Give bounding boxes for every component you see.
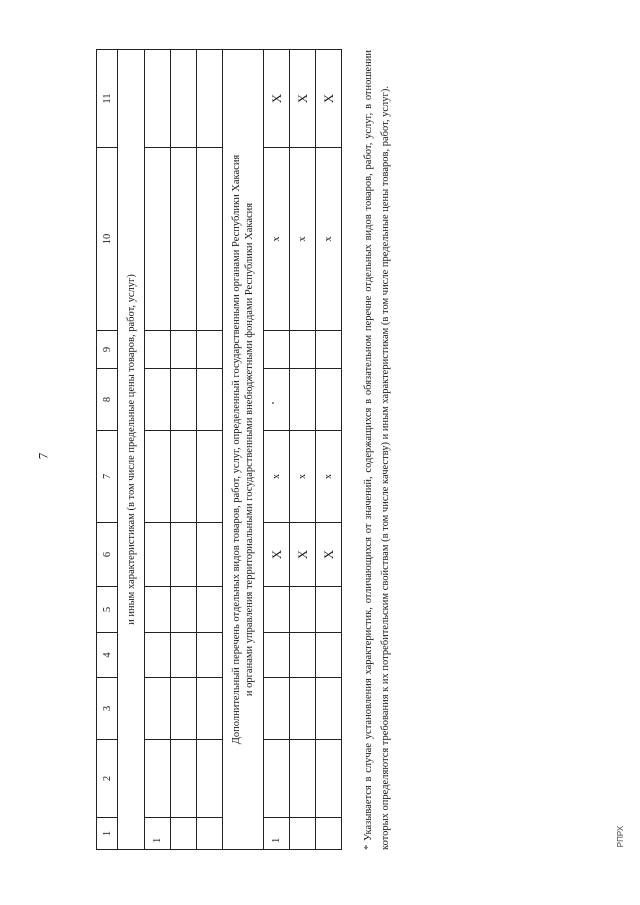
table-cell: 1 (145, 818, 171, 850)
table-cell (316, 369, 342, 431)
table-row (316, 50, 342, 850)
table-cell (290, 633, 316, 678)
table-cell (290, 740, 316, 818)
table-cell (145, 369, 171, 431)
column-number: 3 (97, 678, 118, 740)
table-cell (171, 740, 197, 818)
section-header-row (118, 50, 145, 850)
section-title-line: и органами управления территориальными государственными внебюджетными фондами Республики Хакасия (244, 202, 255, 697)
table-cell (171, 148, 197, 331)
table-row (290, 50, 316, 850)
column-number: 10 (97, 148, 118, 331)
table-row (264, 50, 290, 850)
table-cell (264, 740, 290, 818)
section-header-row (223, 50, 264, 850)
table-cell: X (316, 50, 342, 148)
table-cell (264, 678, 290, 740)
section-header (223, 50, 264, 850)
table-row (171, 50, 197, 850)
table-cell (197, 740, 223, 818)
table-cell: x (264, 148, 290, 331)
table-cell (197, 818, 223, 850)
table-cell: X (316, 523, 342, 587)
table-cell (145, 678, 171, 740)
table-cell (316, 331, 342, 369)
table-cell (197, 50, 223, 148)
table-cell (145, 740, 171, 818)
table-cell (197, 148, 223, 331)
table-cell: X (290, 523, 316, 587)
table-cell (171, 678, 197, 740)
table-cell: X (264, 50, 290, 148)
table-cell (316, 678, 342, 740)
table-cell (197, 431, 223, 523)
column-number: 6 (97, 523, 118, 587)
column-number: 11 (97, 50, 118, 148)
table-cell (171, 587, 197, 633)
table-cell (171, 523, 197, 587)
table-cell (316, 818, 342, 850)
table-cell: X (264, 523, 290, 587)
table-cell (171, 50, 197, 148)
table-cell (290, 678, 316, 740)
table-cell (171, 818, 197, 850)
column-number: 5 (97, 587, 118, 633)
table-cell (197, 587, 223, 633)
table-row (197, 50, 223, 850)
table-cell (290, 369, 316, 431)
rotated-content (96, 50, 391, 850)
table-cell (264, 369, 290, 431)
table-cell: x (316, 148, 342, 331)
table-cell (264, 633, 290, 678)
column-number: 1 (97, 818, 118, 850)
table-cell (264, 331, 290, 369)
requirements-table (96, 49, 342, 850)
table-cell (290, 331, 316, 369)
table-cell (197, 633, 223, 678)
column-number: 8 (97, 369, 118, 431)
table-cell (290, 818, 316, 850)
footnote: * Указывается в случае установления характеристик, отличающихся от значений, содержащихся в обязательном перечне отдельных видов товаров, работ, услуг, в отношении которых определяются требования к их потребительским свойствам (в том числе качеству) и иным характеристикам (в том числе предельные цены товаров, работ, услуг). (363, 50, 391, 850)
table-cell (145, 148, 171, 331)
table-cell (145, 50, 171, 148)
section-header: и иным характеристикам (в том числе предельные цены товаров, работ, услуг) (118, 50, 145, 850)
table-cell (145, 431, 171, 523)
table-cell (197, 331, 223, 369)
table-cell (290, 587, 316, 633)
table-cell (316, 740, 342, 818)
table-cell (145, 633, 171, 678)
table-cell: x (290, 148, 316, 331)
scan-stamp: РПРХ (616, 825, 626, 848)
table-cell: x (264, 431, 290, 523)
column-number: 9 (97, 331, 118, 369)
table-cell (171, 431, 197, 523)
table-cell (145, 587, 171, 633)
table-cell (145, 523, 171, 587)
table-cell (171, 369, 197, 431)
column-number-row (97, 50, 118, 850)
table-cell (197, 369, 223, 431)
table-cell (316, 587, 342, 633)
table-cell: X (290, 50, 316, 148)
table-cell (171, 633, 197, 678)
table-cell: x (316, 431, 342, 523)
table-cell (145, 331, 171, 369)
table-cell (316, 633, 342, 678)
column-number: 4 (97, 633, 118, 678)
column-number: 7 (97, 431, 118, 523)
table-cell (197, 678, 223, 740)
table-cell (197, 523, 223, 587)
table-cell: x (290, 431, 316, 523)
table-cell (264, 587, 290, 633)
column-number: 2 (97, 740, 118, 818)
table-cell: 1 (264, 818, 290, 850)
table-cell (171, 331, 197, 369)
section-title-line: Дополнительный перечень отдельных видов товаров, работ, услуг, определенный государственными органами Республики Хакасия (231, 154, 242, 745)
table-row (145, 50, 171, 850)
page-number: 7 (35, 452, 51, 460)
